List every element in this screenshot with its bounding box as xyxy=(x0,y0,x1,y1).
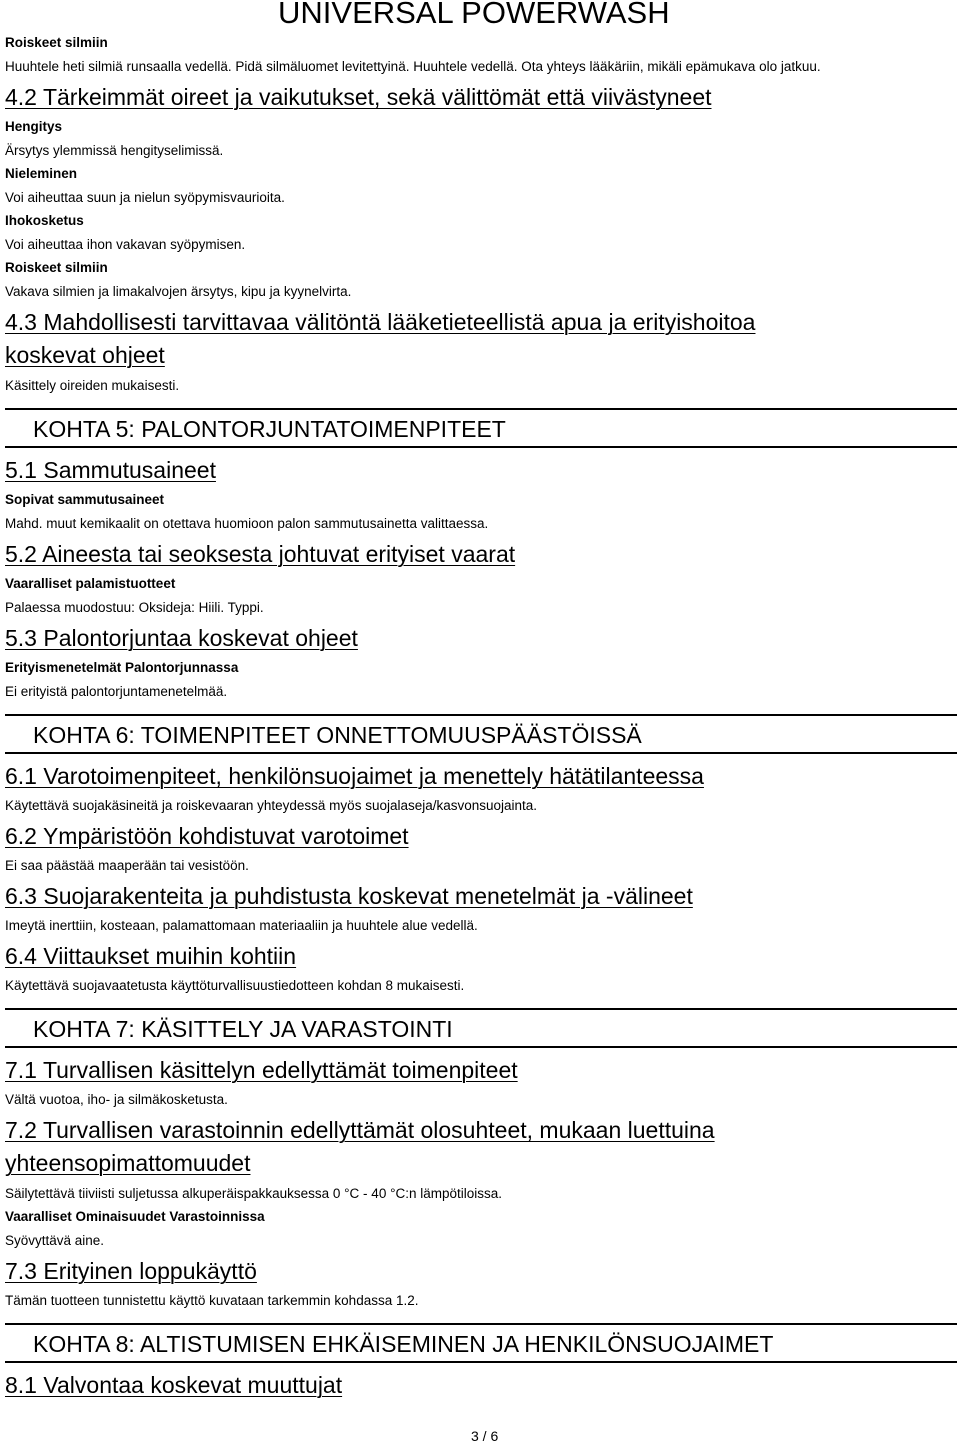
subsection-6-4-title: 6.4 Viittaukset muihin kohtiin xyxy=(5,943,297,969)
combustion-products-label: Vaaralliset palamistuotteet xyxy=(5,576,176,591)
inhalation-text: Ärsytys ylemmissä hengityselimissä. xyxy=(5,143,224,158)
eye-contact-label: Roiskeet silmiin xyxy=(5,35,108,50)
environmental-precautions-text: Ei saa päästää maaperään tai vesistöön. xyxy=(5,858,249,873)
section-8-heading: KOHTA 8: ALTISTUMISEN EHKÄISEMINEN JA HENKILÖNSUOJAIMET xyxy=(5,1323,957,1363)
section-5-heading: KOHTA 5: PALONTORJUNTATOIMENPITEET xyxy=(5,408,957,448)
inhalation-label: Hengitys xyxy=(5,119,63,134)
eye-symptoms-label: Roiskeet silmiin xyxy=(5,260,108,275)
personal-precautions-text: Käytettävä suojakäsineitä ja roiskevaaran yhteydessä myös suojalaseja/kasvonsuojainta. xyxy=(5,798,538,813)
medical-advice-text: Käsittely oireiden mukaisesti. xyxy=(5,378,180,393)
storage-hazards-label: Vaaralliset Ominaisuudet Varastoinnissa xyxy=(5,1209,265,1224)
subsection-7-2-title-line1: 7.2 Turvallisen varastoinnin edellyttämät olosuhteet, mukaan luettuina xyxy=(5,1117,715,1143)
subsection-7-1-title: 7.1 Turvallisen käsittelyn edellyttämät toimenpiteet xyxy=(5,1057,518,1083)
safe-handling-text: Vältä vuotoa, iho- ja silmäkosketusta. xyxy=(5,1092,228,1107)
document-body xyxy=(5,34,957,1406)
storage-hazards-text: Syövyttävä aine. xyxy=(5,1233,105,1248)
skin-contact-text: Voi aiheuttaa ihon vakavan syöpymisen. xyxy=(5,237,246,252)
subsection-5-1-title: 5.1 Sammutusaineet xyxy=(5,457,216,483)
other-sections-reference-text: Käytettävä suojavaatetusta käyttöturvallisuustiedotteen kohdan 8 mukaisesti. xyxy=(5,978,465,993)
subsection-6-3-title: 6.3 Suojarakenteita ja puhdistusta koskevat menetelmät ja -välineet xyxy=(5,883,693,909)
section-7-heading: KOHTA 7: KÄSITTELY JA VARASTOINTI xyxy=(5,1008,957,1048)
combustion-products-text: Palaessa muodostuu: Oksideja: Hiili. Typpi. xyxy=(5,600,264,615)
subsection-6-2-title: 6.2 Ympäristöön kohdistuvat varotoimet xyxy=(5,823,409,849)
extinguishing-media-text: Mahd. muut kemikaalit on otettava huomioon palon sammutusainetta valittaessa. xyxy=(5,516,489,531)
section-6-heading: KOHTA 6: TOIMENPITEET ONNETTOMUUSPÄÄSTÖISSÄ xyxy=(5,714,957,754)
page-number: 3 / 6 xyxy=(471,1428,499,1444)
eye-symptoms-text: Vakava silmien ja limakalvojen ärsytys, kipu ja kyynelvirta. xyxy=(5,284,352,299)
subsection-7-2-title-line2: yhteensopimattomuudet xyxy=(5,1150,251,1176)
eye-contact-text: Huuhtele heti silmiä runsaalla vedellä. Pidä silmäluomet levitettyinä. Huuhtele vedellä. Ota yhteys lääkäriin, mikäli epämukava olo jatkuu. xyxy=(5,59,821,74)
subsection-5-2-title: 5.2 Aineesta tai seoksesta johtuvat erityiset vaarat xyxy=(5,541,516,567)
subsection-4-3-title-line1: 4.3 Mahdollisesti tarvittavaa välitöntä lääketieteellistä apua ja erityishoitoa xyxy=(5,309,756,335)
subsection-7-2-title xyxy=(5,1114,957,1180)
subsection-4-3-title-line2: koskevat ohjeet xyxy=(5,342,165,368)
ingestion-label: Nieleminen xyxy=(5,166,78,181)
subsection-5-3-title: 5.3 Palontorjuntaa koskevat ohjeet xyxy=(5,625,358,651)
subsection-6-1-title: 6.1 Varotoimenpiteet, henkilönsuojaimet ja menettely hätätilanteessa xyxy=(5,763,704,789)
firefighting-methods-text: Ei erityistä palontorjuntamenetelmää. xyxy=(5,684,228,699)
subsection-8-1-title: 8.1 Valvontaa koskevat muuttujat xyxy=(5,1372,343,1398)
product-name-header: UNIVERSAL POWERWASH xyxy=(278,0,670,30)
subsection-7-3-title: 7.3 Erityinen loppukäyttö xyxy=(5,1258,257,1284)
skin-contact-label: Ihokosketus xyxy=(5,213,84,228)
storage-conditions-text: Säilytettävä tiiviisti suljetussa alkuperäispakkauksessa 0 °C - 40 °C:n lämpötiloissa. xyxy=(5,1186,503,1201)
specific-end-use-text: Tämän tuotteen tunnistettu käyttö kuvataan tarkemmin kohdassa 1.2. xyxy=(5,1293,419,1308)
subsection-4-3-title xyxy=(5,306,957,372)
ingestion-text: Voi aiheuttaa suun ja nielun syöpymisvaurioita. xyxy=(5,190,285,205)
cleanup-methods-text: Imeytä inerttiin, kosteaan, palamattomaan materiaaliin ja huuhtele alue vedellä. xyxy=(5,918,478,933)
subsection-4-2-title: 4.2 Tärkeimmät oireet ja vaikutukset, sekä välittömät että viivästyneet xyxy=(5,84,712,110)
firefighting-methods-label: Erityismenetelmät Palontorjunnassa xyxy=(5,660,239,675)
extinguishing-media-label: Sopivat sammutusaineet xyxy=(5,492,165,507)
